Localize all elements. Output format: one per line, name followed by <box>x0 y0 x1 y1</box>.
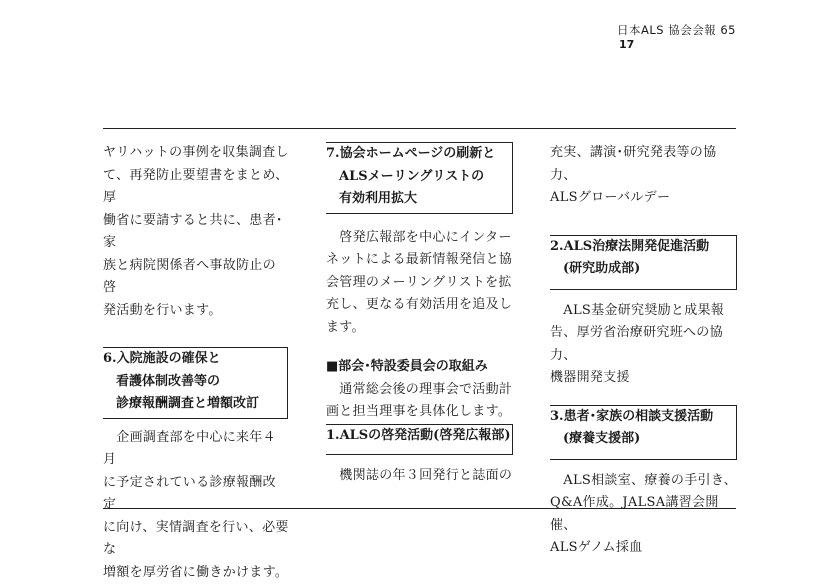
heading-7-box: 7.協会ホームページの刷新と ALSメーリングリストの 有効利用拡大 <box>326 142 513 214</box>
column-1 <box>103 142 289 584</box>
col3-paragraph-3: ALS相談室、療養の手引き、 Q&A作成。JALSA講習会開催、 ALSゲノム採血 <box>550 470 740 560</box>
col3-paragraph-2: ALS基金研究奨励と成果報 告、厚労省治療研究班への協力、 機器開発支援 <box>550 300 740 390</box>
issue-number: 17 <box>619 38 736 51</box>
col1-paragraph-2: 企画調査部を中心に来年４月 に予定されている診療報酬改定 に向け、実情調査を行い、必要な 増額を厚労省に働きかけます。 <box>103 427 289 584</box>
col2-paragraph-3: 機関誌の年３回発行と誌面の <box>326 465 516 488</box>
heading-3-box: 3.患者･家族の相談支援活動 (療養支援部) <box>550 405 737 460</box>
top-rule <box>103 128 736 129</box>
column-2 <box>326 142 516 488</box>
heading-6-box: 6.入院施設の確保と 看護体制改善等の 診療報酬調査と増額改訂 <box>103 347 288 419</box>
journal-title: 日本ALS 協会会報 65 <box>617 22 736 38</box>
column-3 <box>550 142 740 560</box>
col2-paragraph-2: 通常総会後の理事会で活動計 画と担当理事を具体化します。 <box>326 379 516 424</box>
page-header <box>617 22 736 51</box>
col1-paragraph-1: ヤリハットの事例を収集調査し て、再発防止要望書をまとめ、厚 働省に要請すると共に、患者･家 族と病院関係者へ事故防止の啓 発活動を行います。 <box>103 142 289 322</box>
col2-paragraph-1: 啓発広報部を中心にインター ネットによる最新情報発信と協 会管理のメーリングリストを拡 充し、更なる有効活用を追及し ます。 <box>326 227 516 340</box>
heading-1-box: 1.ALSの啓発活動(啓発広報部) <box>326 424 513 456</box>
heading-2-box: 2.ALS治療法開発促進活動 (研究助成部) <box>550 235 737 290</box>
section-heading: ■部会･特設委員会の取組み <box>326 356 516 379</box>
col3-paragraph-1: 充実、講演･研究発表等の協力、 ALSグローバルデー <box>550 142 740 210</box>
